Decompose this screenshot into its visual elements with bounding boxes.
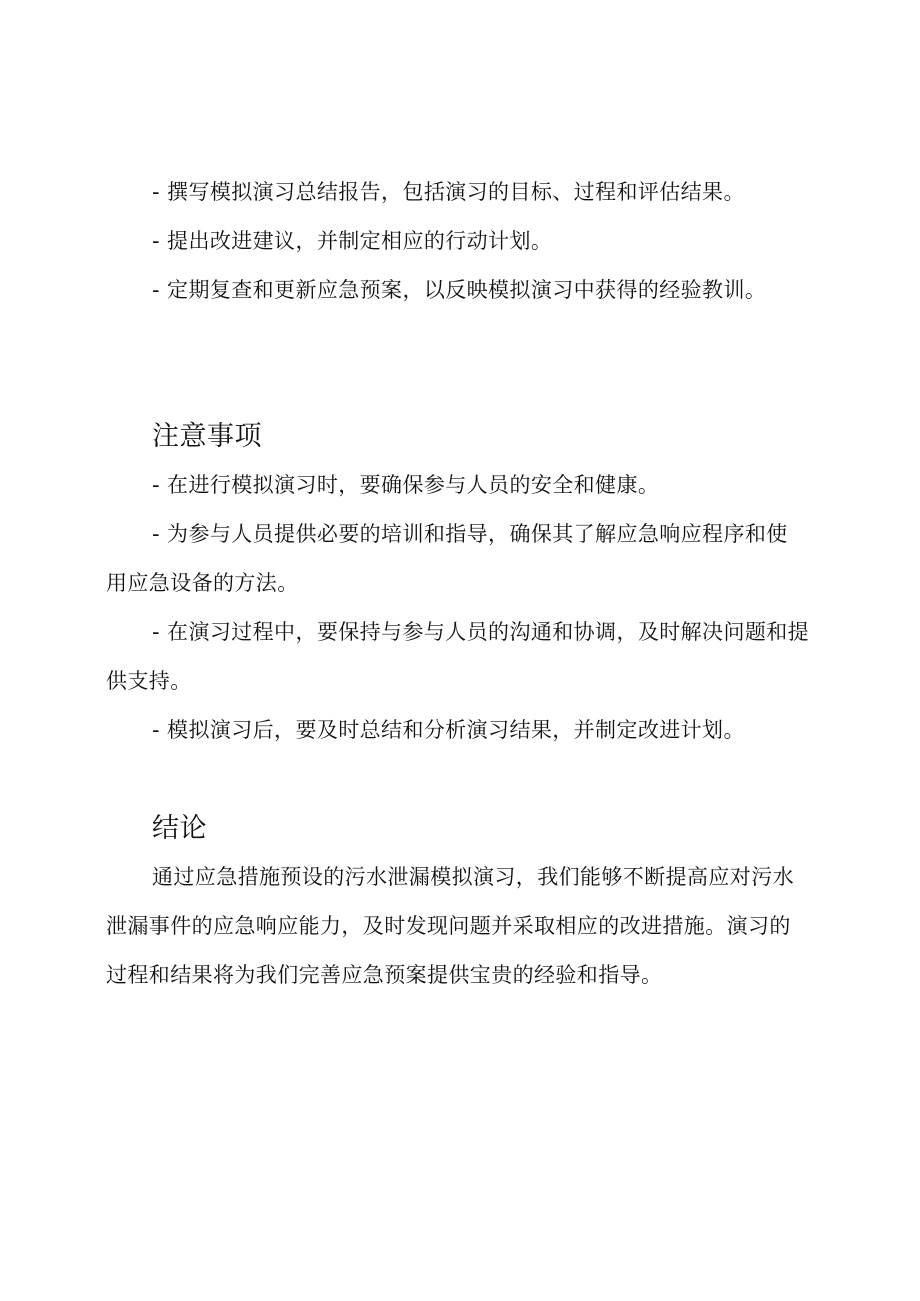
notes-section — [106, 417, 828, 755]
section-heading-notes: 注意事项 — [152, 421, 262, 452]
list-item: - 提出改进建议，并制定相应的行动计划。 — [152, 229, 553, 253]
list-item: - 在演习过程中，要保持与参与人员的沟通和协调，及时解决问题和提供支持。 — [106, 620, 810, 693]
list-item: - 定期复查和更新应急预案，以反映模拟演习中获得的经验教训。 — [152, 278, 767, 302]
summary-list — [106, 168, 796, 315]
conclusion-paragraph: 通过应急措施预设的污水泄漏模拟演习，我们能够不断提高应对污水泄漏事件的应急响应能力，及时发现问题并采取相应的改进措施。演习的过程和结果将为我们完善应急预案提供宝贵的经验和指导。 — [106, 865, 794, 987]
list-item: - 撰写模拟演习总结报告，包括演习的目标、过程和评估结果。 — [152, 180, 745, 204]
section-heading-conclusion: 结论 — [152, 813, 207, 844]
conclusion-section — [106, 809, 796, 1000]
list-item: - 在进行模拟演习时，要确保参与人员的安全和健康。 — [152, 473, 660, 497]
list-item: - 模拟演习后，要及时总结和分析演习结果，并制定改进计划。 — [152, 718, 745, 742]
list-item: - 为参与人员提供必要的培训和指导，确保其了解应急响应程序和使用应急设备的方法。 — [106, 522, 788, 595]
